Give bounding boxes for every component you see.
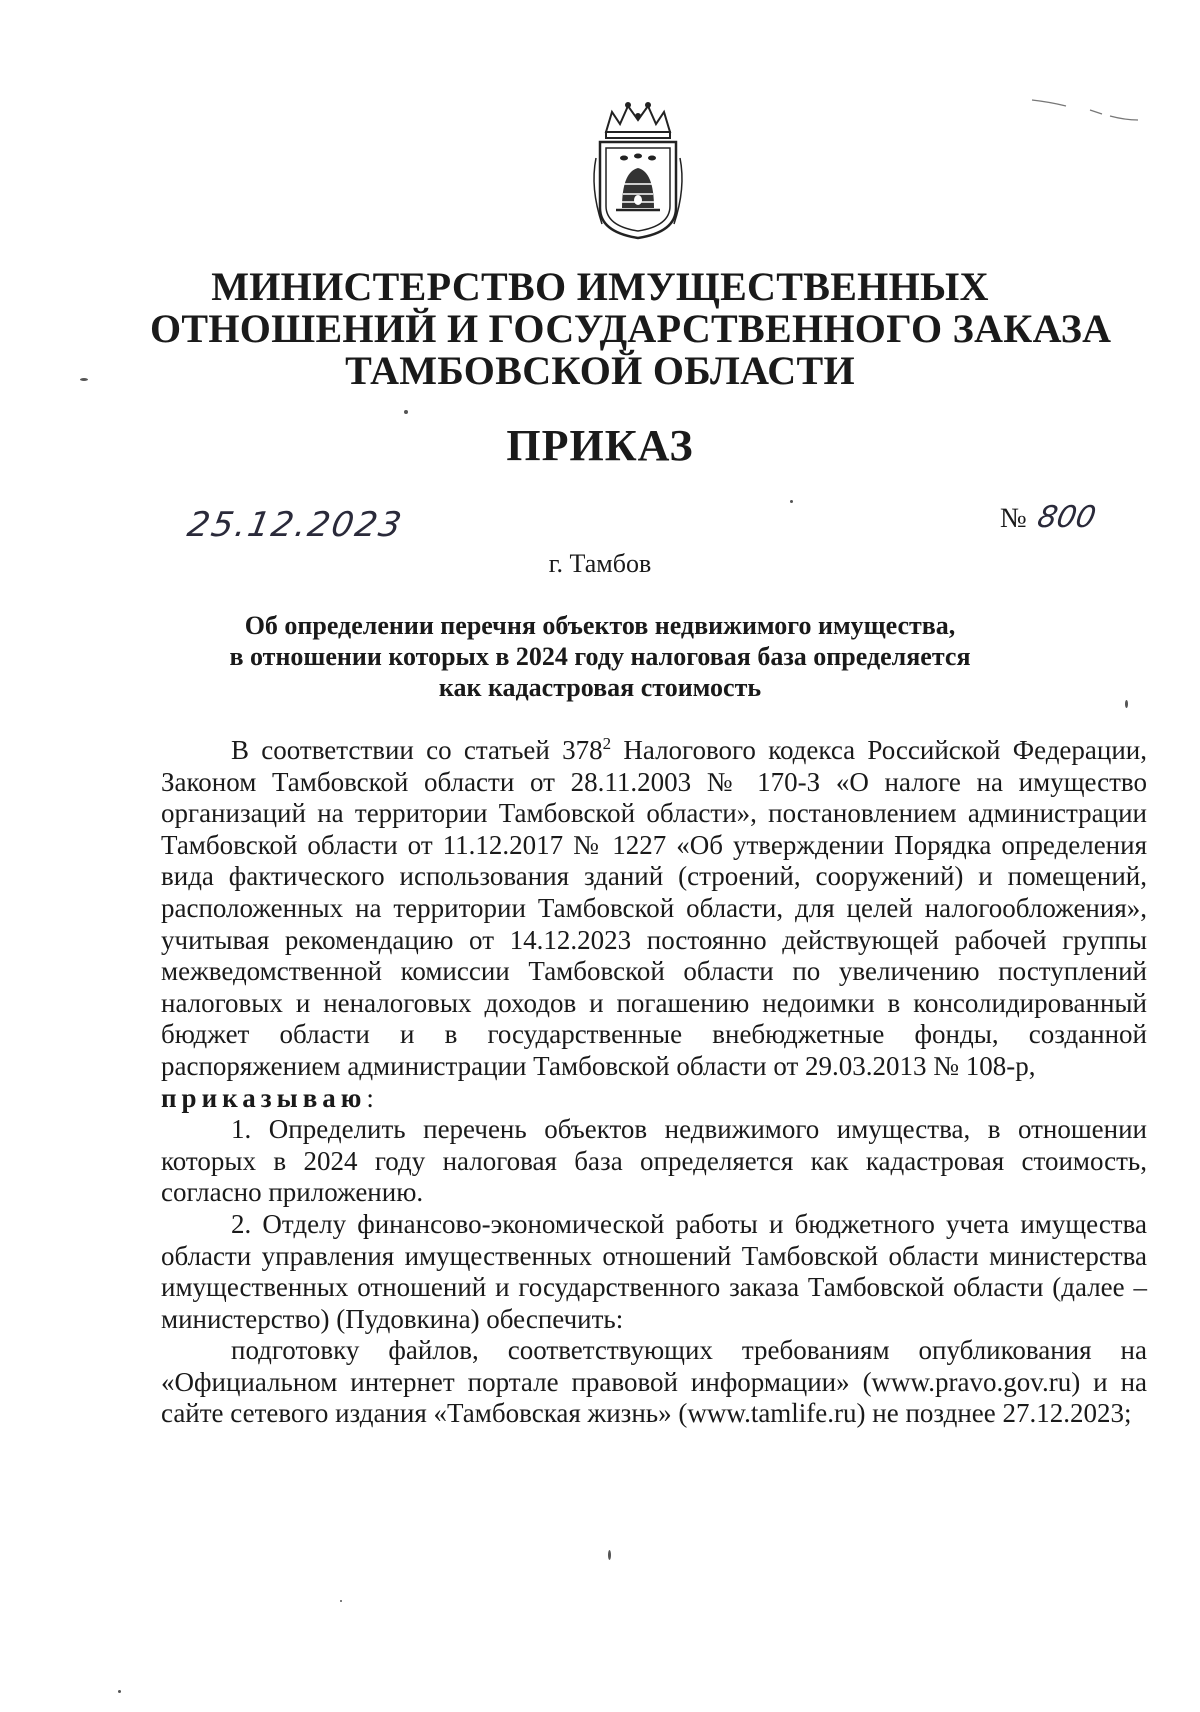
- document-type-title: ПРИКАЗ: [506, 421, 694, 470]
- scan-speck: [340, 1600, 342, 1602]
- handwritten-number: 800: [1033, 500, 1099, 535]
- city-line: г. Тамбов: [548, 549, 652, 578]
- scan-speck: [118, 1690, 121, 1693]
- order-subject: [190, 610, 1010, 703]
- order-number: [1000, 500, 1099, 535]
- clause-2: 2. Отделу финансово-экономической работы и бюджетного учета имущества области управления имущественных отношений Тамбовской области министерства имущественных отношений и государственного заказа Тамбовской области (далее – министерство) (Пудовкина) обеспечить:: [161, 1208, 1147, 1334]
- order-body: [161, 735, 1147, 1430]
- scan-speck: [404, 410, 408, 414]
- article-superscript: 2: [602, 734, 612, 753]
- scan-speck: [608, 1550, 611, 1560]
- order-colon: :: [366, 1082, 374, 1113]
- ministry-line: ТАМБОВСКОЙ ОБЛАСТИ: [345, 348, 855, 393]
- handwritten-date: 25.12.2023: [184, 505, 407, 545]
- order-word-paragraph: [161, 1083, 1147, 1115]
- coat-of-arms-emblem: [588, 98, 688, 240]
- clause-2-item: подготовку файлов, соответствующих требованиям опубликования на «Официальном интернет портале правовой информации» (www.pravo.gov.ru) и на сайте сетевого издания «Тамбовская жизнь» (www.tamlife.ru) не позднее 27.12.2023;: [161, 1335, 1147, 1429]
- subject-line: Об определении перечня объектов недвижимого имущества,: [244, 611, 956, 640]
- subject-line: как кадастровая стоимость: [438, 673, 762, 702]
- preamble-paragraph: [161, 735, 1147, 1083]
- ministry-line: ОТНОШЕНИЙ И ГОСУДАРСТВЕННОГО ЗАКАЗА: [150, 306, 1112, 351]
- scan-speck: [80, 378, 88, 381]
- scan-speck: [1125, 700, 1128, 708]
- preamble-text-start: В соответствии со статьей 378: [231, 735, 603, 765]
- ministry-name: [150, 264, 1112, 393]
- clause-1: 1. Определить перечень объектов недвижимого имущества, в отношении которых в 2024 году налоговая база определяется как кадастровая стоимость, согласно приложению.: [161, 1114, 1147, 1208]
- subject-line: в отношении которых в 2024 году налоговая база определяется: [229, 642, 971, 671]
- preamble-text-rest: Налогового кодекса Российской Федерации, Законом Тамбовской области от 28.11.2003 № 170-З «О налоге на имущество организаций на территории Тамбовской области», постановлением администрации Тамбовской области от 11.12.2017 № 1227 «Об утверждении Порядка определения вида фактического использования зданий (строений, сооружений) и помещений, расположенных на территории Тамбовской области, для целей налогообложения», учитывая рекомендацию от 14.12.2023 постоянно действующей рабочей группы межведомственной комиссии Тамбовской области по увеличению поступлений налоговых и неналоговых доходов и погашению недоимки в консолидированный бюджет области и в государственные внебюджетные фонды, созданной распоряжением администрации Тамбовской области от 29.03.2013 № 108-р,: [161, 735, 1147, 1081]
- number-sign: №: [1000, 503, 1027, 534]
- pen-scribble-mark: [1030, 90, 1140, 130]
- scan-speck: [790, 500, 793, 503]
- ministry-line: МИНИСТЕРСТВО ИМУЩЕСТВЕННЫХ: [211, 264, 989, 309]
- order-word: приказываю: [161, 1082, 367, 1113]
